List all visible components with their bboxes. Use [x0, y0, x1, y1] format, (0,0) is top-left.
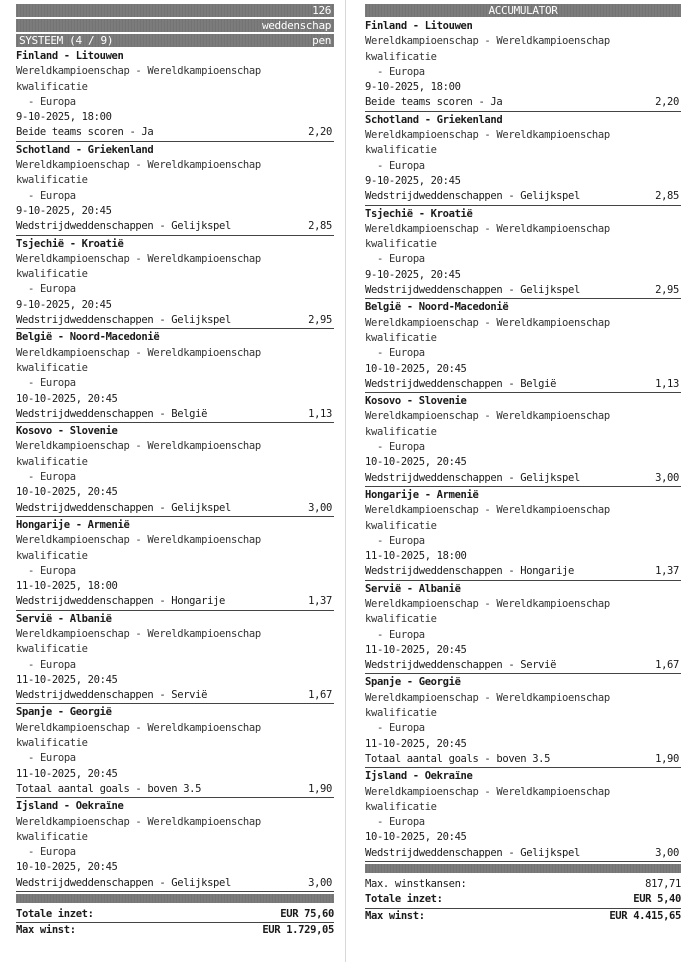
system-bar	[16, 34, 334, 47]
competition-name: Wereldkampioenschap - Wereldkampioenschap kwalificatie	[365, 691, 610, 720]
market-name: Wedstrijdweddenschappen - Gelijkspel	[365, 846, 580, 859]
max-win-value: EUR 4.415,65	[609, 909, 681, 922]
match-name: Tsjechië - Kroatië	[365, 207, 473, 220]
market-name: Wedstrijdweddenschappen - Gelijkspel	[365, 190, 580, 203]
competition-name: Wereldkampioenschap - Wereldkampioenschap kwalificatie	[365, 316, 610, 344]
accumulator-bar: ACCUMULATOR	[365, 4, 681, 17]
match-name: Servië - Albanië	[16, 612, 112, 625]
market-name: Wedstrijdweddenschappen - België	[365, 377, 557, 390]
competition-region: - Europa	[28, 189, 76, 202]
competition-name: Wereldkampioenschap - Wereldkampioenschap kwalificatie	[16, 440, 261, 468]
match-datetime: 11-10-2025, 20:45	[365, 737, 467, 750]
odds-value: 2,20	[655, 96, 679, 109]
match-datetime: 11-10-2025, 18:00	[365, 550, 467, 563]
bet-count-bar: 126	[16, 4, 334, 17]
match-datetime: 10-10-2025, 20:45	[365, 831, 467, 844]
max-win-label: Max winst:	[16, 924, 76, 937]
competition-region: - Europa	[377, 347, 425, 360]
max-win-value: EUR 1.729,05	[262, 924, 334, 937]
match-datetime: 9-10-2025, 20:45	[365, 174, 461, 187]
match-name: Schotland - Griekenland	[365, 113, 503, 126]
bet-line	[16, 407, 334, 423]
competition-name: Wereldkampioenschap - Wereldkampioenschap kwalificatie	[365, 597, 610, 626]
selection-item	[365, 207, 681, 300]
system-bet-ticket	[16, 4, 334, 939]
match-name: Servië - Albanië	[365, 582, 461, 595]
competition-name: Wereldkampioenschap - Wereldkampioenschap kwalificatie	[16, 627, 261, 656]
bet-line	[16, 688, 334, 704]
selection-item	[16, 705, 334, 798]
accumulator-ticket	[365, 4, 681, 924]
competition-name: Wereldkampioenschap - Wereldkampioenschap kwalificatie	[16, 721, 261, 750]
market-name: Wedstrijdweddenschappen - Hongarije	[16, 595, 226, 608]
selection-list	[365, 19, 681, 862]
selection-item	[365, 675, 681, 768]
odds-value: 3,00	[308, 501, 332, 514]
match-name: Kosovo - Slovenie	[16, 425, 118, 438]
odds-value: 1,37	[308, 595, 332, 608]
competition-name: Wereldkampioenschap - Wereldkampioenschap kwalificatie	[365, 35, 610, 63]
selection-item	[365, 394, 681, 487]
odds-value: 2,85	[308, 220, 332, 233]
competition-region: - Europa	[28, 846, 76, 859]
bet-line	[365, 752, 681, 768]
bet-type-bar: weddenschap	[16, 19, 334, 32]
bet-line	[16, 782, 334, 798]
selection-item	[365, 19, 681, 112]
match-datetime: 10-10-2025, 20:45	[16, 392, 118, 405]
odds-value: 1,13	[655, 377, 679, 390]
market-name: Wedstrijdweddenschappen - Gelijkspel	[16, 220, 231, 233]
selection-list	[16, 49, 334, 892]
competition-region: - Europa	[28, 377, 76, 390]
competition-region: - Europa	[377, 534, 425, 547]
selection-item	[16, 424, 334, 517]
match-datetime: 9-10-2025, 20:45	[16, 298, 112, 311]
market-name: Wedstrijdweddenschappen - Gelijkspel	[365, 284, 580, 297]
match-name: Spanje - Georgië	[365, 676, 461, 689]
match-name: België - Noord-Macedonië	[16, 331, 160, 344]
match-datetime: 9-10-2025, 20:45	[365, 268, 461, 281]
odds-value: 2,95	[655, 284, 679, 297]
market-name: Wedstrijdweddenschappen - Hongarije	[365, 565, 575, 578]
odds-value: 1,90	[308, 782, 332, 795]
market-name: Wedstrijdweddenschappen - Servië	[365, 659, 557, 672]
market-name: Beide teams scoren - Ja	[365, 96, 503, 109]
match-datetime: 9-10-2025, 18:00	[16, 111, 112, 124]
total-stake-row	[365, 892, 681, 908]
competition-name: Wereldkampioenschap - Wereldkampioenschap kwalificatie	[16, 346, 261, 374]
odds-value: 2,20	[308, 126, 332, 139]
max-odds-label: Max. winstkansen:	[365, 878, 467, 891]
match-datetime: 11-10-2025, 18:00	[16, 580, 118, 593]
system-label-right: pen	[312, 34, 331, 47]
odds-value: 3,00	[655, 846, 679, 859]
match-name: Spanje - Georgië	[16, 706, 112, 719]
market-name: Wedstrijdweddenschappen - Gelijkspel	[16, 314, 231, 327]
odds-value: 2,95	[308, 314, 332, 327]
match-datetime: 10-10-2025, 20:45	[365, 456, 467, 469]
max-odds-value: 817,71	[645, 878, 681, 891]
competition-name: Wereldkampioenschap - Wereldkampioenschap kwalificatie	[365, 785, 610, 813]
odds-value: 1,67	[308, 689, 332, 702]
odds-value: 1,37	[655, 565, 679, 578]
match-datetime: 10-10-2025, 20:45	[16, 486, 118, 499]
match-name: Kosovo - Slovenie	[365, 395, 467, 408]
competition-region: - Europa	[28, 283, 76, 296]
match-datetime: 10-10-2025, 20:45	[16, 861, 118, 874]
total-stake-row	[16, 907, 334, 923]
bet-line	[16, 219, 334, 235]
bet-line	[16, 876, 334, 892]
bet-line	[365, 564, 681, 580]
max-odds-row	[365, 877, 681, 892]
match-datetime: 10-10-2025, 20:45	[365, 362, 467, 375]
selection-item	[16, 143, 334, 236]
competition-name: Wereldkampioenschap - Wereldkampioenschap kwalificatie	[16, 159, 261, 187]
match-name: Tsjechië - Kroatië	[16, 237, 124, 250]
selection-item	[365, 582, 681, 675]
competition-name: Wereldkampioenschap - Wereldkampioenschap kwalificatie	[365, 129, 610, 157]
match-name: België - Noord-Macedonië	[365, 301, 509, 314]
bet-line	[365, 189, 681, 205]
bet-line	[365, 95, 681, 111]
odds-value: 1,13	[308, 407, 332, 420]
competition-region: - Europa	[377, 816, 425, 829]
market-name: Totaal aantal goals - boven 3.5	[16, 782, 202, 795]
selection-item	[365, 300, 681, 393]
market-name: Wedstrijdweddenschappen - België	[16, 407, 208, 420]
bet-line	[16, 594, 334, 610]
footer-bar	[16, 894, 334, 903]
competition-region: - Europa	[28, 95, 76, 108]
system-label: SYSTEEM (4 / 9)	[19, 34, 114, 47]
selection-item	[16, 612, 334, 705]
max-win-label: Max winst:	[365, 909, 425, 922]
market-name: Wedstrijdweddenschappen - Servië	[16, 689, 208, 702]
selection-item	[365, 488, 681, 581]
total-stake-value: EUR 75,60	[280, 908, 334, 921]
competition-name: Wereldkampioenschap - Wereldkampioenschap kwalificatie	[365, 410, 610, 438]
footer-bar	[365, 864, 681, 873]
competition-region: - Europa	[28, 564, 76, 577]
selection-item	[16, 799, 334, 892]
competition-region: - Europa	[377, 628, 425, 641]
bet-line	[365, 377, 681, 393]
max-win-row	[16, 923, 334, 938]
competition-region: - Europa	[28, 752, 76, 765]
market-name: Beide teams scoren - Ja	[16, 126, 154, 139]
selection-item	[365, 769, 681, 862]
odds-value: 1,67	[655, 659, 679, 672]
odds-value: 3,00	[308, 876, 332, 889]
match-name: Hongarije - Armenië	[365, 488, 479, 501]
odds-value: 1,90	[655, 752, 679, 765]
bet-line	[365, 283, 681, 299]
match-datetime: 11-10-2025, 20:45	[16, 673, 118, 686]
bet-line	[16, 501, 334, 517]
competition-name: Wereldkampioenschap - Wereldkampioenschap kwalificatie	[16, 815, 261, 843]
bet-line	[365, 846, 681, 862]
competition-region: - Europa	[377, 65, 425, 78]
match-name: Hongarije - Armenië	[16, 518, 130, 531]
match-name: Ijsland - Oekraïne	[365, 770, 473, 783]
odds-value: 3,00	[655, 471, 679, 484]
bet-line	[16, 313, 334, 329]
match-name: Finland - Litouwen	[365, 20, 473, 32]
total-stake-value: EUR 5,40	[633, 893, 681, 906]
competition-name: Wereldkampioenschap - Wereldkampioenschap kwalificatie	[16, 252, 261, 281]
competition-name: Wereldkampioenschap - Wereldkampioenschap kwalificatie	[16, 534, 261, 562]
market-name: Wedstrijdweddenschappen - Gelijkspel	[16, 876, 231, 889]
match-datetime: 9-10-2025, 18:00	[365, 81, 461, 94]
total-stake-label: Totale inzet:	[16, 908, 94, 921]
competition-name: Wereldkampioenschap - Wereldkampioenschap kwalificatie	[365, 222, 610, 251]
market-name: Wedstrijdweddenschappen - Gelijkspel	[16, 501, 231, 514]
market-name: Wedstrijdweddenschappen - Gelijkspel	[365, 471, 580, 484]
competition-region: - Europa	[377, 253, 425, 266]
match-datetime: 11-10-2025, 20:45	[16, 767, 118, 780]
match-name: Ijsland - Oekraïne	[16, 800, 124, 813]
bet-line	[365, 471, 681, 487]
match-name: Schotland - Griekenland	[16, 143, 154, 156]
competition-region: - Europa	[377, 441, 425, 454]
competition-region: - Europa	[377, 159, 425, 172]
match-datetime: 9-10-2025, 20:45	[16, 204, 112, 217]
match-name: Finland - Litouwen	[16, 50, 124, 62]
selection-item	[365, 113, 681, 206]
total-stake-label: Totale inzet:	[365, 893, 443, 906]
max-win-row	[365, 909, 681, 924]
selection-item	[16, 330, 334, 423]
competition-name: Wereldkampioenschap - Wereldkampioenschap kwalificatie	[365, 504, 610, 532]
competition-region: - Europa	[28, 471, 76, 484]
selection-item	[16, 237, 334, 330]
selection-item	[16, 518, 334, 611]
bet-line	[365, 658, 681, 674]
match-datetime: 11-10-2025, 20:45	[365, 643, 467, 656]
competition-region: - Europa	[28, 658, 76, 671]
competition-name: Wereldkampioenschap - Wereldkampioenschap kwalificatie	[16, 65, 261, 93]
column-divider	[345, 0, 346, 962]
odds-value: 2,85	[655, 190, 679, 203]
competition-region: - Europa	[377, 722, 425, 735]
market-name: Totaal aantal goals - boven 3.5	[365, 752, 551, 765]
selection-item	[16, 49, 334, 142]
bet-line	[16, 125, 334, 141]
